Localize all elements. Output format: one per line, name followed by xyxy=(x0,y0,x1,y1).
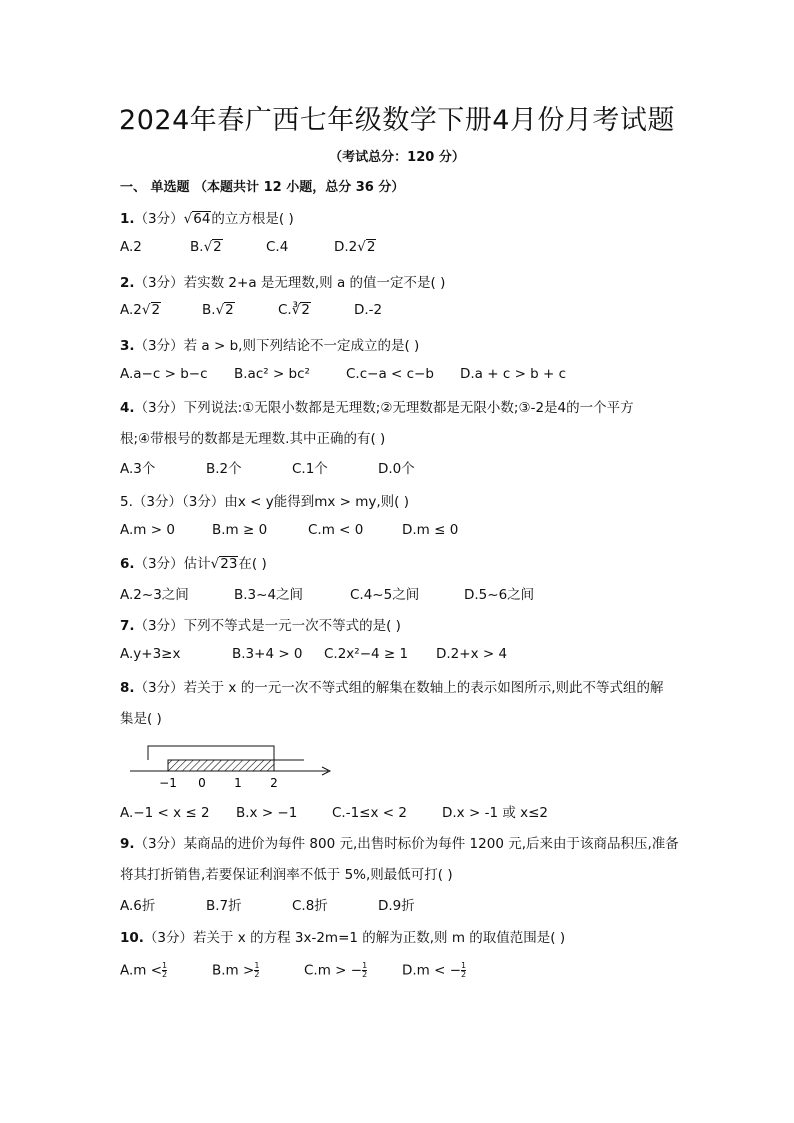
question-stem: 若关于 x 的方程 3x-2m=1 的解为正数,则 m 的取值范围是( ) xyxy=(193,930,566,946)
option-b[interactable]: B.m > $\frac{1}{2}$ xyxy=(212,961,260,979)
options-10 xyxy=(120,962,466,979)
option-a[interactable]: A.2~3之间 xyxy=(120,587,189,603)
question-stem-prefix: 估计 xyxy=(183,556,211,572)
question-stem: 若 a > b,则下列结论不一定成立的是( ) xyxy=(183,338,420,354)
option-c[interactable]: C.-1≤x < 2 xyxy=(332,805,407,821)
question-score: （3分） xyxy=(134,211,184,227)
option-a[interactable]: A.y+3≥x xyxy=(120,646,181,662)
option-d[interactable]: D.m < − $\frac{1}{2}$ xyxy=(402,961,467,979)
option-a[interactable]: A.−1 < x ≤ 2 xyxy=(120,805,210,821)
question-stem: 下列不等式是一元一次不等式的是( ) xyxy=(183,618,401,634)
option-a[interactable]: A.m < $\frac{1}{2}$ xyxy=(120,961,168,979)
option-d[interactable]: D.5~6之间 xyxy=(464,587,535,603)
question-stem-suffix: 在( ) xyxy=(238,556,267,572)
question-number: 6. xyxy=(120,556,135,572)
question-number: 2. xyxy=(120,275,135,291)
question-score: （3分） xyxy=(134,556,184,572)
option-c[interactable]: C.c−a < c−b xyxy=(346,366,434,382)
question-4 xyxy=(120,396,634,416)
question-6: 6.（3分）估计√23在( ) xyxy=(120,556,267,572)
option-c[interactable]: C.∛2 xyxy=(278,302,310,318)
option-d[interactable]: D.a + c > b + c xyxy=(460,366,567,382)
question-number: 1. xyxy=(120,211,135,227)
question-number: 5. xyxy=(120,494,133,510)
question-number: 8. xyxy=(120,680,135,696)
question-score: （3分） xyxy=(143,930,194,946)
question-4-line2: 根;④带根号的数都是无理数.其中正确的有( ) xyxy=(120,431,386,447)
question-9 xyxy=(120,832,679,852)
question-8 xyxy=(120,676,664,696)
tick-label: 1 xyxy=(234,776,242,790)
options-7 xyxy=(120,646,507,662)
option-b[interactable]: B.√2 xyxy=(202,302,234,318)
options-3 xyxy=(120,366,566,382)
option-a[interactable]: A.2 xyxy=(120,239,142,255)
section-heading: 一、 单选题 （本题共计 12 小题，总分 36 分） xyxy=(120,180,405,195)
option-b[interactable]: B.3+4 > 0 xyxy=(232,646,303,662)
option-b[interactable]: B.2个 xyxy=(206,461,242,477)
radical: 23 xyxy=(220,556,238,572)
question-score: （3分） xyxy=(134,275,184,291)
tick-label: 2 xyxy=(270,776,278,790)
option-c[interactable]: C.4 xyxy=(266,239,289,255)
question-2 xyxy=(120,271,445,291)
option-a[interactable]: A.m > 0 xyxy=(120,522,175,538)
option-d[interactable]: D.2√2 xyxy=(334,239,376,255)
question-score: （3分） xyxy=(134,836,184,852)
option-d[interactable]: D.x > -1 或 x≤2 xyxy=(442,805,549,821)
question-stem-line1: 某商品的进价为每件 800 元,出售时标价为每件 1200 元,后来由于该商品积压,准备 xyxy=(183,836,679,852)
question-number: 7. xyxy=(120,618,135,634)
question-stem: 由x < y能得到mx > my,则( ) xyxy=(224,494,409,510)
upper-range-line xyxy=(148,746,274,760)
page-title: 2024年春广西七年级数学下册4月份月考试题 xyxy=(119,105,675,136)
option-c[interactable]: C.4~5之间 xyxy=(350,587,420,603)
exam-total-score: （考试总分：120 分） xyxy=(329,150,465,165)
solution-region xyxy=(168,760,274,771)
option-a[interactable]: A.a−c > b−c xyxy=(120,366,208,382)
question-stem: 的立方根是( ) xyxy=(211,211,294,227)
radical: 64 xyxy=(193,211,211,227)
number-line-figure xyxy=(128,740,338,796)
option-d[interactable]: D.m ≤ 0 xyxy=(402,522,459,538)
option-a[interactable]: A.2√2 xyxy=(120,302,161,318)
question-5 xyxy=(120,490,409,510)
question-10 xyxy=(120,926,565,946)
question-number: 10. xyxy=(120,930,144,946)
question-1: 1.（3分）√64的立方根是( ) xyxy=(120,211,294,227)
option-d[interactable]: D.0个 xyxy=(378,461,415,477)
option-d[interactable]: D.2+x > 4 xyxy=(436,646,508,662)
option-b[interactable]: B.7折 xyxy=(206,898,242,914)
option-b[interactable]: B.m ≥ 0 xyxy=(212,522,268,538)
option-b[interactable]: B.ac² > bc² xyxy=(234,366,310,382)
question-9-line2: 将其打折销售,若要保证利润率不低于 5%,则最低可打( ) xyxy=(120,867,453,883)
options-6 xyxy=(120,583,534,603)
options-4 xyxy=(120,457,415,477)
question-stem-line1: 若关于 x 的一元一次不等式组的解集在数轴上的表示如图所示,则此不等式组的解 xyxy=(183,680,664,696)
option-b[interactable]: B.√2 xyxy=(190,239,222,255)
question-stem: 若实数 2+a 是无理数,则 a 的值一定不是( ) xyxy=(183,275,446,291)
option-c[interactable]: C.1个 xyxy=(292,461,328,477)
options-9 xyxy=(120,894,415,914)
option-d[interactable]: D.-2 xyxy=(354,302,383,318)
option-d[interactable]: D.9折 xyxy=(378,898,415,914)
question-number: 4. xyxy=(120,400,135,416)
options-8 xyxy=(120,801,548,821)
option-b[interactable]: B.3~4之间 xyxy=(234,587,304,603)
option-c[interactable]: C.2x²−4 ≥ 1 xyxy=(324,646,409,662)
option-a[interactable]: A.3个 xyxy=(120,461,156,477)
options-5 xyxy=(120,522,458,538)
option-a[interactable]: A.6折 xyxy=(120,898,156,914)
question-3 xyxy=(120,334,419,354)
question-score: （3分） xyxy=(134,680,184,696)
question-number: 9. xyxy=(120,836,135,852)
tick-label: −1 xyxy=(159,776,177,790)
question-score: （3分） xyxy=(134,338,184,354)
question-7 xyxy=(120,614,401,634)
question-score: （3分） xyxy=(134,400,184,416)
option-c[interactable]: C.8折 xyxy=(292,898,328,914)
question-score: （3分）（3分） xyxy=(132,494,225,510)
question-8-line2: 集是( ) xyxy=(120,711,162,727)
tick-label: 0 xyxy=(198,776,206,790)
question-score: （3分） xyxy=(134,618,184,634)
question-stem-line1: 下列说法:①无限小数都是无理数;②无理数都是无限小数;③-2是4的一个平方 xyxy=(183,400,634,416)
option-b[interactable]: B.x > −1 xyxy=(236,805,298,821)
option-c[interactable]: C.m < 0 xyxy=(308,522,364,538)
options-2 xyxy=(120,302,382,318)
options-1 xyxy=(120,239,376,255)
question-number: 3. xyxy=(120,338,135,354)
option-c[interactable]: C.m > − $\frac{1}{2}$ xyxy=(304,961,368,979)
